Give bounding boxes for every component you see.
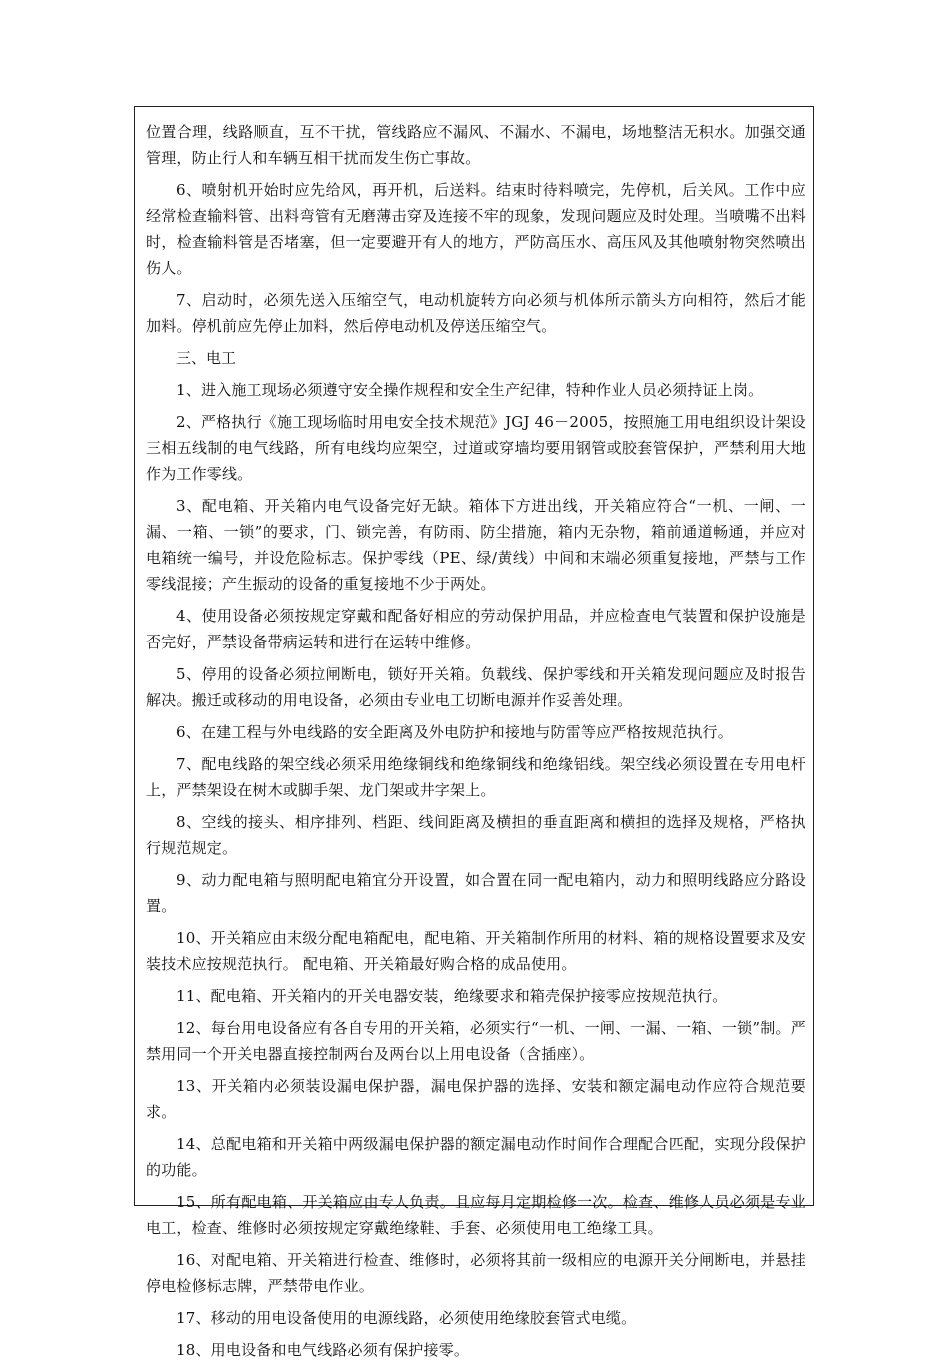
paragraph-electrician-7: 7、配电线路的架空线必须采用绝缘铜线和绝缘铜线和绝缘铝线。架空线必须设置在专用电杆上，严禁架设在树木或脚手架、龙门架或井字架上。 [146,755,806,799]
paragraph-electrician-5: 5、停用的设备必须拉闸断电，锁好开关箱。负载线、保护零线和开关箱发现问题应及时报告解决。搬迁或移动的用电设备，必须由专业电工切断电源并作妥善处理。 [146,665,806,709]
document-body [146,119,806,1369]
paragraph-electrician-9: 9、动力配电箱与照明配电箱宜分开设置，如合置在同一配电箱内，动力和照明线路应分路设置。 [146,871,806,915]
paragraph-electrician-2: 2、严格执行《施工现场临时用电安全技术规范》JGJ 46－2005，按照施工用电组织设计架设三相五线制的电气线路，所有电线均应架空，过道或穿墙均要用钢管或胶套管保护，严禁利用大地作为工作零线。 [146,413,806,483]
paragraph-electrician-12: 12、每台用电设备应有各自专用的开关箱，必须实行“一机、一闸、一漏、一箱、一锁”制。严禁用同一个开关电器直接控制两台及两台以上用电设备（含插座）。 [146,1019,806,1063]
paragraph-electrician-4: 4、使用设备必须按规定穿戴和配备好相应的劳动保护用品，并应检查电气装置和保护设施是否完好，严禁设备带病运转和进行在运转中维修。 [146,607,806,651]
paragraph-electrician-15: 15、所有配电箱、开关箱应由专人负责。且应每月定期检修一次。检查、维修人员必须是专业电工，检查、维修时必须按规定穿戴绝缘鞋、手套、必须使用电工绝缘工具。 [146,1193,806,1237]
paragraph-electrician-1: 1、进入施工现场必须遵守安全操作规程和安全生产纪律，特种作业人员必须持证上岗。 [176,381,764,399]
section-heading-electrician: 三、电工 [176,349,237,367]
paragraph-electrician-16: 16、对配电箱、开关箱进行检查、维修时，必须将其前一级相应的电源开关分闸断电，并悬挂停电检修标志牌，严禁带电作业。 [146,1251,806,1295]
paragraph-electrician-10: 10、开关箱应由末级分配电箱配电，配电箱、开关箱制作所用的材料、箱的规格设置要求及安装技术应按规范执行。 配电箱、开关箱最好购合格的成品使用。 [146,929,806,973]
paragraph-electrician-6: 6、在建工程与外电线路的安全距离及外电防护和接地与防雷等应严格按规范执行。 [176,723,733,741]
paragraph-electrician-11: 11、配电箱、开关箱内的开关电器安装，绝缘要求和箱壳保护接零应按规范执行。 [176,987,728,1005]
paragraph-electrician-18: 18、用电设备和电气线路必须有保护接零。 [176,1341,470,1359]
paragraph-continuation: 位置合理，线路顺直，互不干扰，管线路应不漏风、不漏水、不漏电，场地整洁无积水。加强交通管理，防止行人和车辆互相干扰而发生伤亡事故。 [146,123,806,167]
paragraph-item-6: 6、喷射机开始时应先给风，再开机，后送料。结束时待料喷完，先停机，后关风。工作中应经常检查输料管、出料弯管有无磨薄击穿及连接不牢的现象，发现问题应及时处理。当喷嘴不出料时，检查输料管是否堵塞，但一定要避开有人的地方，严防高压水、高压风及其他喷射物突然喷出伤人。 [146,181,806,277]
paragraph-electrician-3: 3、配电箱、开关箱内电气设备完好无缺。箱体下方进出线，开关箱应符合“一机、一闸、一漏、一箱、一锁”的要求，门、锁完善，有防雨、防尘措施，箱内无杂物，箱前通道畅通，并应对电箱统一编号，并设危险标志。保护零线（PE、绿/黄线）中间和末端必须重复接地，严禁与工作零线混接；产生振动的设备的重复接地不少于两处。 [146,497,806,593]
paragraph-electrician-8: 8、空线的接头、相序排列、档距、线间距离及横担的垂直距离和横担的选择及规格，严格执行规范规定。 [146,813,806,857]
paragraph-electrician-14: 14、总配电箱和开关箱中两级漏电保护器的额定漏电动作时间作合理配合匹配，实现分段保护的功能。 [146,1135,806,1179]
paragraph-item-7: 7、启动时，必须先送入压缩空气，电动机旋转方向必须与机体所示箭头方向相符，然后才能加料。停机前应先停止加料，然后停电动机及停送压缩空气。 [146,291,806,335]
paragraph-electrician-17: 17、移动的用电设备使用的电源线路，必须使用绝缘胶套管式电缆。 [176,1309,637,1327]
paragraph-electrician-13: 13、开关箱内必须装设漏电保护器，漏电保护器的选择、安装和额定漏电动作应符合规范要求。 [146,1077,806,1121]
